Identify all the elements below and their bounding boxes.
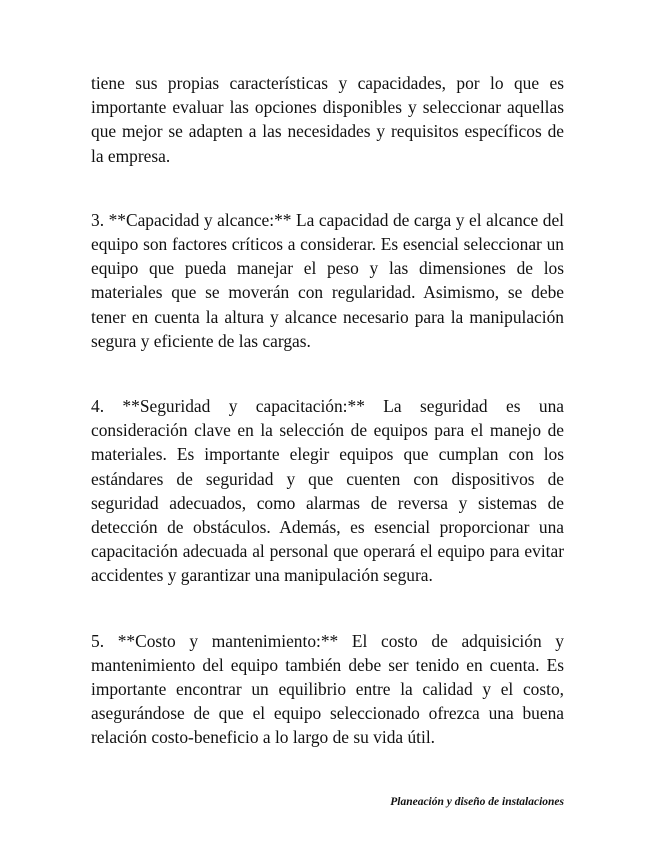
document-page: [91, 71, 564, 750]
page-footer-title: Planeación y diseño de instalaciones: [390, 796, 564, 808]
paragraph-costo-mantenimiento: 5. **Costo y mantenimiento:** El costo de adquisición y mantenimiento del equipo también debe ser tenido en cuenta. Es importante encontrar un equilibrio entre la calidad y el costo, asegurándose de que el equipo seleccionado ofrezca una buena relación costo-beneficio a lo largo de su vida útil.: [91, 630, 564, 748]
paragraph-seguridad-capacitacion: 4. **Seguridad y capacitación:** La seguridad es una consideración clave en la selección de equipos para el manejo de materiales. Es importante elegir equipos que cumplan con los estándares de seguridad y que cuenten con dispositivos de seguridad adecuados, como alarmas de reversa y sistemas de detección de obstáculos. Además, es esencial proporcionar una capacitación adecuada al personal que operará el equipo para evitar accidentes y garantizar una manipulación segura.: [91, 396, 564, 586]
paragraph-intro-continuation: tiene sus propias características y capacidades, por lo que es importante evaluar las opciones disponibles y seleccionar aquellas que mejor se adapten a las necesidades y requisitos específicos de la empresa.: [91, 73, 564, 166]
paragraph-capacidad-alcance: 3. **Capacidad y alcance:** La capacidad de carga y el alcance del equipo son factores críticos a considerar. Es esencial seleccionar un equipo que pueda manejar el peso y las dimensiones de los materiales que se moverán con regularidad. Asimismo, se debe tener en cuenta la altura y alcance necesario para la manipulación segura y eficiente de las cargas.: [91, 209, 564, 351]
